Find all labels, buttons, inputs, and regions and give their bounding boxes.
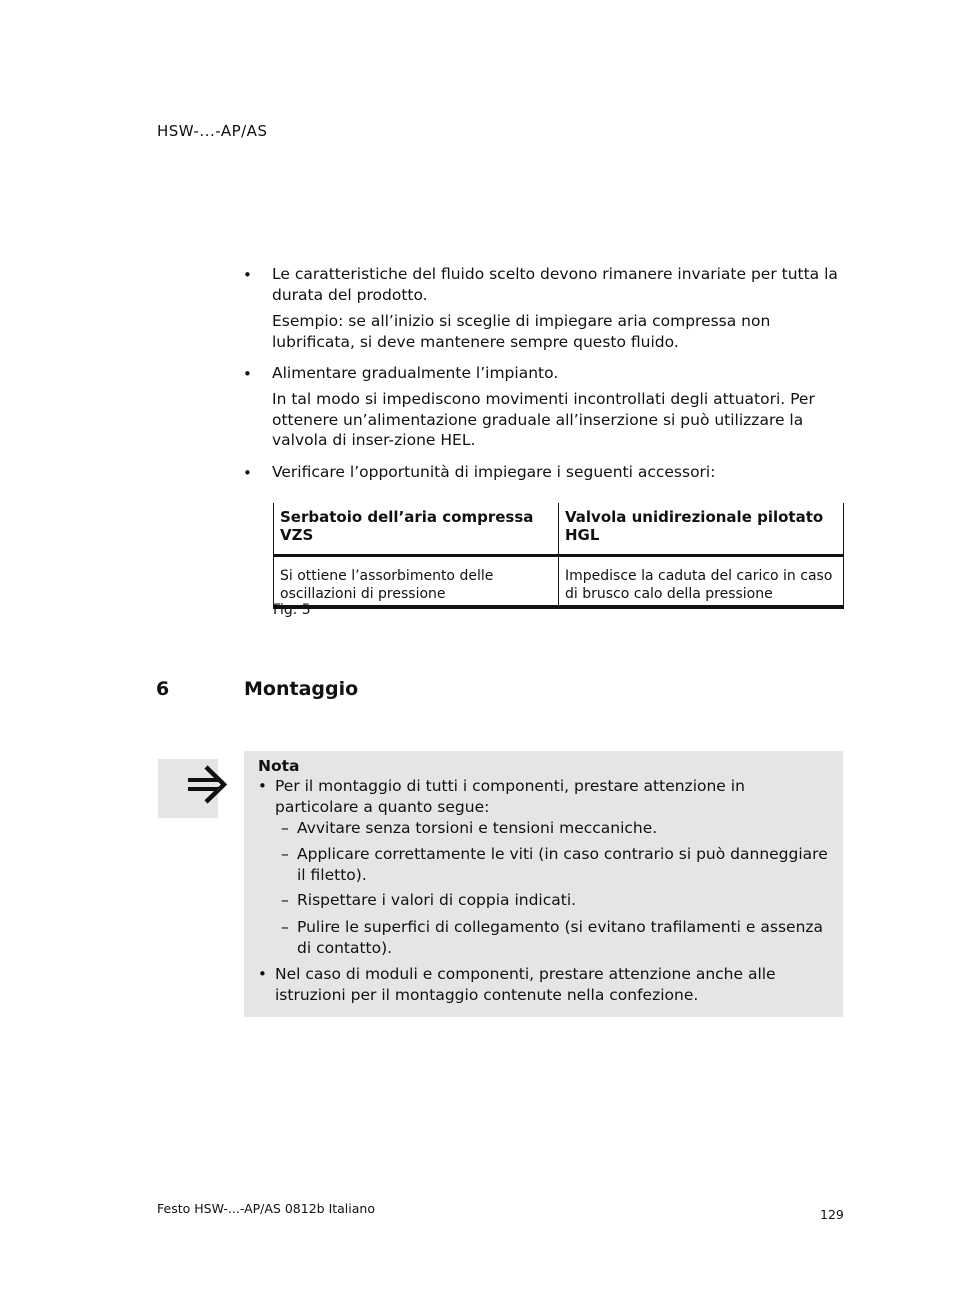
bullet-marker: • xyxy=(243,464,252,482)
note-title: Nota xyxy=(258,757,300,775)
table-cell: Si ottiene l’assorbimento delle oscillazioni di pressione xyxy=(274,556,559,608)
section-title: Montaggio xyxy=(244,678,359,700)
note-bullet-text: Nel caso di moduli e componenti, prestare attenzione anche alle istruzioni per il montaggio contenute nella confezione. xyxy=(275,965,776,1004)
note-sub-item: Avvitare senza torsioni e tensioni meccaniche. xyxy=(297,819,658,837)
bullet-text: Alimentare gradualmente l’impianto. xyxy=(272,364,559,382)
note-sub-item: Pulire le superfici di collegamento (si evitano trafilamenti e assenza di contatto). xyxy=(297,918,824,957)
note-bullet-marker: • xyxy=(258,777,267,795)
document-code-header: HSW-...-AP/AS xyxy=(157,122,268,140)
footer-document-info: Festo HSW-...-AP/AS 0812b Italiano xyxy=(157,1201,375,1216)
arrow-right-icon xyxy=(186,762,230,806)
section-number: 6 xyxy=(156,678,170,700)
note-bullet-text: Per il montaggio di tutti i componenti, prestare attenzione in particolare a quanto segue: xyxy=(275,777,745,816)
bullet-text: Verificare l’opportunità di impiegare i seguenti accessori: xyxy=(272,463,716,481)
bullet-text: Le caratteristiche del fluido scelto devono rimanere invariate per tutta la durata del prodotto. xyxy=(272,265,838,304)
table-cell: Impedisce la caduta del carico in caso di brusco calo della pressione xyxy=(559,556,844,608)
dash-marker: – xyxy=(281,819,289,837)
bullet-marker: • xyxy=(243,365,252,383)
note-bullet-marker: • xyxy=(258,965,267,983)
bullet-detail: In tal modo si impediscono movimenti incontrollati degli attuatori. Per ottenere un’alimentazione graduale all’inserzione si può utilizzare la valvola di inser-zione HEL. xyxy=(272,390,815,449)
dash-marker: – xyxy=(281,845,289,863)
note-sub-item: Rispettare i valori di coppia indicati. xyxy=(297,891,577,909)
dash-marker: – xyxy=(281,918,289,936)
table-header-row xyxy=(274,503,844,556)
page-number: 129 xyxy=(820,1207,844,1222)
dash-marker: – xyxy=(281,891,289,909)
note-sub-item: Applicare correttamente le viti (in caso contrario si può danneggiare il filetto). xyxy=(297,845,828,884)
table-row xyxy=(274,556,844,608)
figure-caption: Fig. 5 xyxy=(273,602,311,618)
table-header-cell: Serbatoio dell’aria compressa VZS xyxy=(274,503,559,556)
bullet-marker: • xyxy=(243,266,252,284)
bullet-detail: Esempio: se all’inizio si sceglie di impiegare aria compressa non lubrificata, si deve mantenere sempre questo fluido. xyxy=(272,312,771,351)
table-header-cell: Valvola unidirezionale pilotato HGL xyxy=(559,503,844,556)
accessories-table xyxy=(273,503,844,609)
